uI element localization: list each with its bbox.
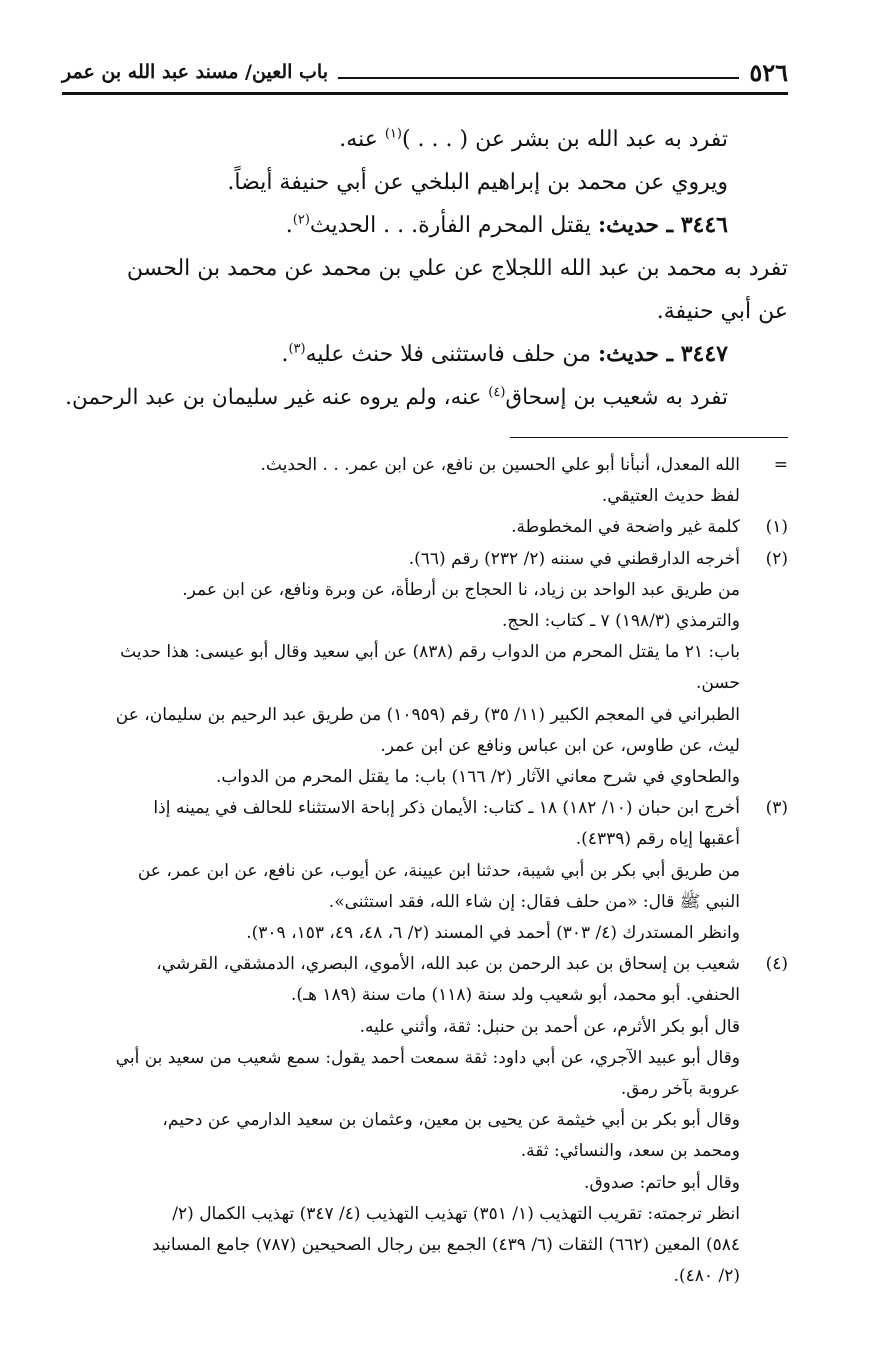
- footnote-ref-2[interactable]: (٢): [292, 212, 310, 228]
- hadith-3446: ٣٤٤٦ ـ حديث: يقتل المحرم الفأرة. . . الحديث$^{(٢)}$.: [285, 212, 728, 238]
- main-line-1: تفرد به عبد الله بن بشر عن ( . . . )$^{(١)}$ عنه.: [339, 126, 728, 152]
- footnote-line: والطحاوي في شرح معاني الآثار (٢/ ١٦٦) باب: ما يقتل المحرم من الدواب.: [215, 767, 740, 788]
- footnote-ref-3[interactable]: (٣): [288, 341, 306, 357]
- footnote-line: النبي ﷺ قال: «من حلف فقال: إن شاء الله، فقد استثنى».: [328, 891, 740, 912]
- main-line-7: تفرد به شعيب بن إسحاق$^{(٤)}$ عنه، ولم يروه عنه غير سليمان بن عبد الرحمن.: [65, 384, 728, 410]
- footnote-line: وقال أبو بكر بن أبي خيثمة عن يحيى بن معين، وعثمان بن سعيد الدارمي عن دحيم،: [162, 1110, 740, 1131]
- footnote-1: (١) كلمة غير واضحة في المخطوطة.: [511, 517, 788, 538]
- footnote-ref-4[interactable]: (٤): [488, 384, 506, 400]
- footnote-line: (٢/ ٤٨٠).: [673, 1266, 740, 1287]
- page-number: ٥٢٦: [749, 57, 788, 87]
- footnote-line: ليث، عن طاوس، عن ابن عباس ونافع عن ابن عمر.: [380, 735, 740, 756]
- page-header: [62, 52, 788, 92]
- main-line-2: ويروي عن محمد بن إبراهيم البلخي عن أبي حنيفة أيضاً.: [227, 170, 728, 195]
- footnote-4: (٤) شعيب بن إسحاق بن عبد الرحمن بن عبد الله، الأموي، البصري، الدمشقي، القرشي،: [156, 954, 788, 975]
- footnote-line: الحنفي. أبو محمد، أبو شعيب ولد سنة (١١٨) مات سنة (١٨٩ هـ).: [291, 985, 740, 1006]
- header-rule: [62, 92, 788, 95]
- footnote-line: وانظر المستدرك (٤/ ٣٠٣) أحمد في المسند (٢/ ٦، ٤٨، ٤٩، ١٥٣، ٣٠٩).: [246, 923, 740, 944]
- chapter-title: باب العين/ مسند عبد الله بن عمر: [62, 61, 328, 83]
- footnote-line: والترمذي (١٩٨/٣) ٧ ـ كتاب: الحج.: [501, 611, 740, 632]
- footnote-line: أعقبها إياه رقم (٤٣٣٩).: [575, 829, 740, 850]
- main-text: [62, 118, 788, 419]
- footnote-line: لفظ حديث العتيقي.: [601, 486, 740, 507]
- hadith-3447: ٣٤٤٧ ـ حديث: من حلف فاستثنى فلا حنث عليه$^{(٣)}$.: [281, 341, 728, 367]
- footnote-line: من طريق أبي بكر بن أبي شيبة، حدثنا ابن عيينة، عن أيوب، عن نافع، عن ابن عمر، عن: [137, 860, 740, 881]
- footnote-line: قال أبو بكر الأثرم، عن أحمد بن حنبل: ثقة، وأثني عليه.: [359, 1016, 740, 1037]
- footnote-line: حسن.: [695, 673, 740, 694]
- footnote-ref-1[interactable]: (١): [384, 126, 402, 142]
- footnote-3: (٣) أخرج ابن حبان (١٠/ ١٨٢) ١٨ ـ كتاب: الأيمان ذكر إباحة الاستثناء للحالف في يمينه إذا: [153, 798, 788, 819]
- main-line-4: تفرد به محمد بن عبد الله اللجلاج عن علي بن محمد عن محمد بن الحسن: [126, 256, 788, 281]
- main-line-5: عن أبي حنيفة.: [656, 299, 788, 324]
- footnote-line: وقال أبو حاتم: صدوق.: [584, 1172, 740, 1193]
- header-line: [338, 77, 739, 79]
- footnote-continued: = الله المعدل، أنبأنا أبو علي الحسين بن نافع، عن ابن عمر. . . الحديث.: [260, 455, 788, 475]
- footnote-line: عروبة بآخر رمق.: [620, 1079, 740, 1100]
- footnote-line: ٥٨٤) المعين (٦٦٢) الثقات (٦/ ٤٣٩) الجمع بين رجال الصحيحين (٧٨٧) جامع المسانيد: [152, 1235, 740, 1256]
- footnotes: [62, 450, 788, 1292]
- footnote-line: الطبراني في المعجم الكبير (١١/ ٣٥) رقم (١٠٩٥٩) من طريق عبد الرحيم بن سليمان، عن: [115, 704, 740, 725]
- footnote-line: ومحمد بن سعد، والنسائي: ثقة.: [520, 1141, 740, 1162]
- footnote-2: (٢) أخرجه الدارقطني في سننه (٢/ ٢٣٢) رقم (٦٦).: [408, 548, 788, 569]
- hadith-number: ٣٤٤٦ ـ حديث:: [597, 212, 728, 238]
- footnote-separator: [510, 437, 788, 438]
- hadith-number: ٣٤٤٧ ـ حديث:: [597, 341, 728, 367]
- footnote-line: وقال أبو عبيد الآجري، عن أبي داود: ثقة سمعت أحمد يقول: سمع شعيب من سعيد بن أبي: [115, 1047, 740, 1068]
- footnote-line: انظر ترجمته: تقريب التهذيب (١/ ٣٥١) تهذيب التهذيب (٤/ ٣٤٧) تهذيب الكمال (٢/: [172, 1203, 740, 1224]
- footnote-line: من طريق عبد الواحد بن زياد، نا الحجاج بن أرطأة، عن وبرة ونافع، عن ابن عمر.: [182, 579, 740, 600]
- footnote-line: باب: ٢١ ما يقتل المحرم من الدواب رقم (٨٣٨) عن أبي سعيد وقال أبو عيسى: هذا حديث: [120, 642, 740, 663]
